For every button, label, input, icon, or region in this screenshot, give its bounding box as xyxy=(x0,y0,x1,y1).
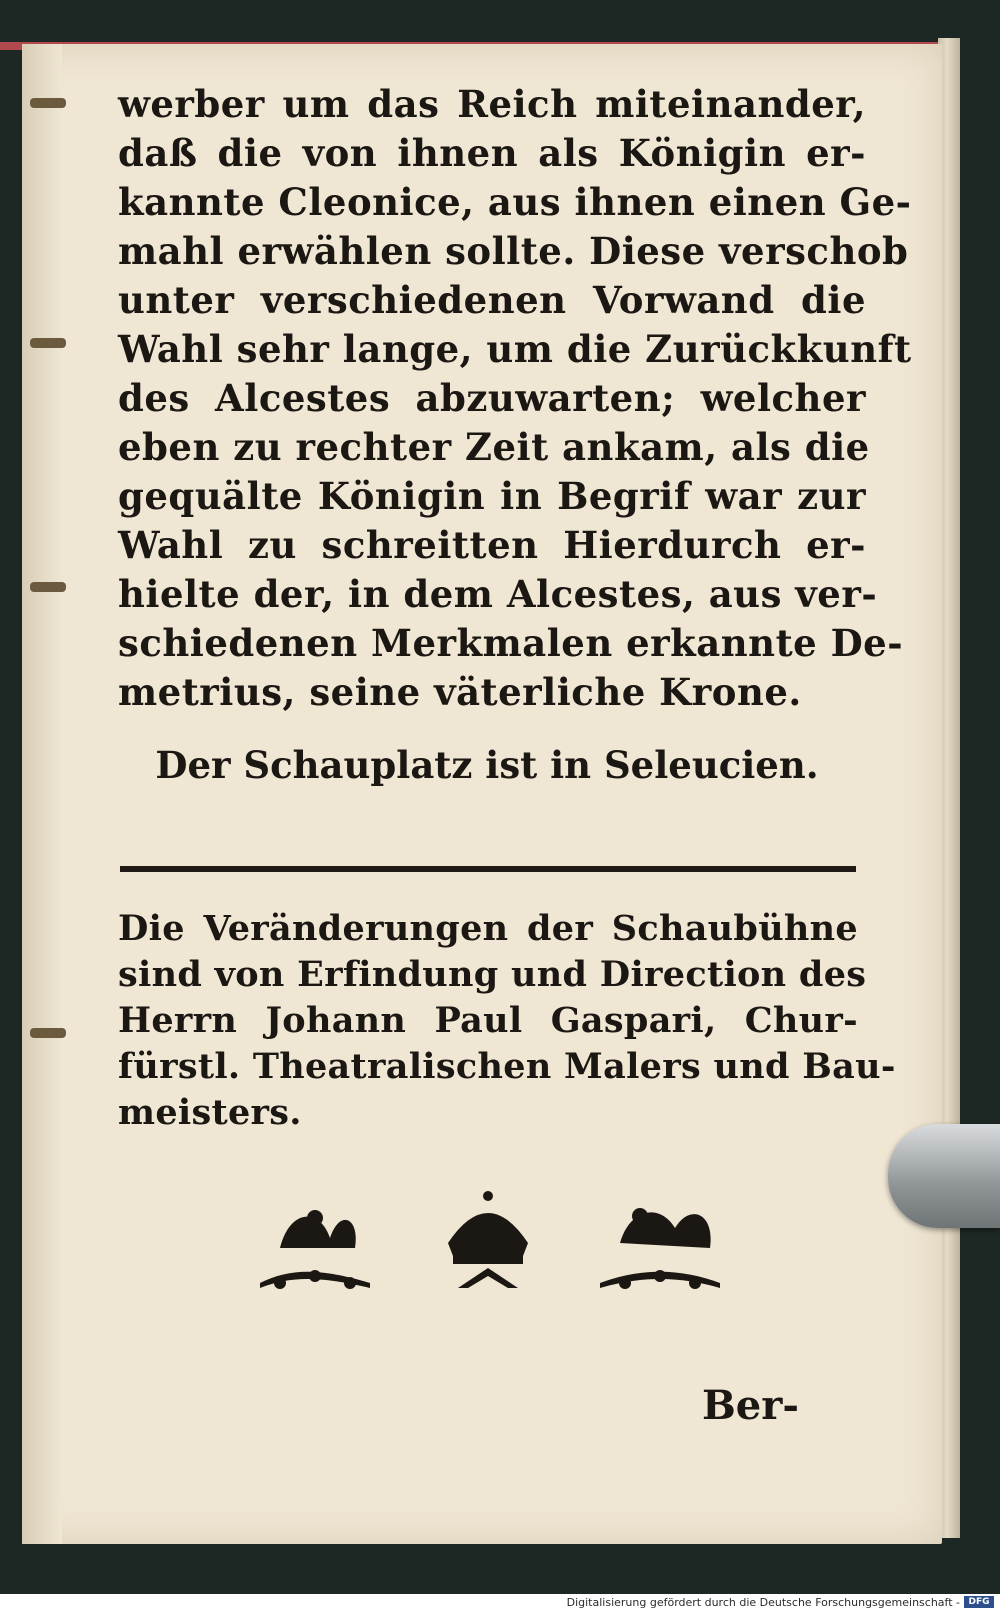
paragraph-line: eben zu rechter Zeit ankam, als die xyxy=(118,425,870,469)
credits-line: Die Veränderungen der Schaubühne xyxy=(118,908,858,949)
summary-paragraph xyxy=(118,80,912,717)
credits-line: sind von Erfindung und Direction des xyxy=(118,954,867,995)
paragraph-line: hielte der, in dem Alcestes, aus ver- xyxy=(118,572,878,616)
credits-line: Herrn Johann Paul Gaspari, Chur- xyxy=(118,1000,858,1041)
credits-paragraph xyxy=(118,906,896,1136)
paragraph-line: unter verschiedenen Vorwand die xyxy=(118,278,866,322)
paragraph-line: werber um das Reich miteinander, xyxy=(118,82,866,126)
horizontal-rule xyxy=(120,866,856,872)
dfg-badge: DFG xyxy=(964,1596,994,1608)
credits-line: meisters. xyxy=(118,1092,302,1133)
crown-ornament-icon xyxy=(448,1191,528,1288)
footer-credit: Digitalisierung gefördert durch die Deutsche Forschungsgemeinschaft - xyxy=(566,1596,960,1609)
paragraph-line: Wahl zu schreitten Hierdurch er- xyxy=(118,523,866,567)
bird-branch-ornament-icon xyxy=(600,1208,720,1289)
binding-thread xyxy=(30,98,66,108)
main-text-block xyxy=(118,80,912,787)
paragraph-line: mahl erwählen sollte. Diese verschob xyxy=(118,229,909,273)
page-clip-tab xyxy=(888,1124,1000,1228)
binding-thread xyxy=(30,582,66,592)
flower-bird-ornament-icon xyxy=(260,1210,370,1289)
paragraph-line: des Alcestes abzuwarten; welcher xyxy=(118,376,866,420)
paragraph-line: kannte Cleonice, aus ihnen einen Ge- xyxy=(118,180,912,224)
binding-gutter xyxy=(22,44,62,1544)
credits-line: fürstl. Theatralischen Malers und Bau- xyxy=(118,1046,896,1087)
printer-ornaments xyxy=(260,1188,720,1308)
binding-thread xyxy=(30,1028,66,1038)
catchword: Ber- xyxy=(702,1382,799,1429)
binding-thread xyxy=(30,338,66,348)
scene-location: Der Schauplatz ist in Seleucien. xyxy=(155,743,819,787)
paragraph-line: metrius, seine väterliche Krone. xyxy=(118,670,802,714)
paragraph-line: gequälte Königin in Begrif war zur xyxy=(118,474,866,518)
paragraph-line: daß die von ihnen als Königin er- xyxy=(118,131,866,175)
paragraph-line: Wahl sehr lange, um die Zurückkunft xyxy=(118,327,912,371)
paragraph-line: schiedenen Merkmalen erkannte De- xyxy=(118,621,904,665)
